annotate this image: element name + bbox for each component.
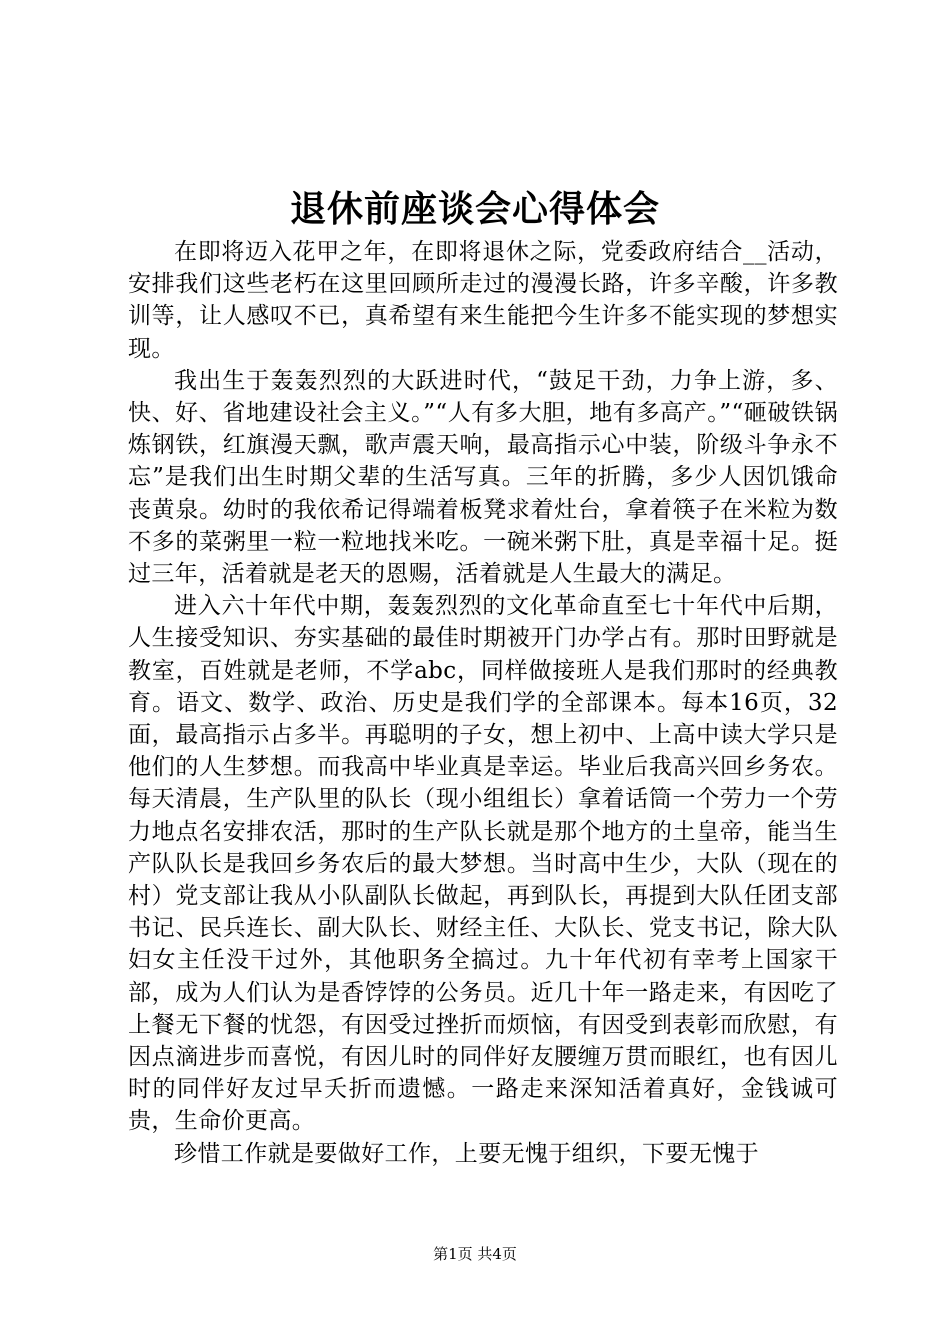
- paragraph-2: 我出生于轰轰烈烈的大跃进时代，“鼓足干劲，力争上游，多、快、好、省地建设社会主义。”“人有多大胆，地有多高产。”“砸破铁锅炼钢铁，红旗漫天飘，歌声震天响，最高指示心中装，阶级斗争永不忘”是我们出生时期父辈的生活写真。三年的折腾，多少人因饥饿命丧黄泉。幼时的我依希记得端着板凳求着灶台，拿着筷子在米粒为数不多的菜粥里一粒一粒地找米吃。一碗米粥下肚，真是幸福十足。挺过三年，活着就是老天的恩赐，活着就是人生最大的满足。: [128, 367, 838, 588]
- paragraph-3: 进入六十年代中期，轰轰烈烈的文化革命直至七十年代中后期，人生接受知识、夯实基础的最佳时期被开门办学占有。那时田野就是教室，百姓就是老师，不学abc，同样做接班人是我们那时的经典教育。语文、数学、政治、历史是我们学的全部课本。每本16页，32面，最高指示占多半。再聪明的子女，想上初中、上高中读大学只是他们的人生梦想。而我高中毕业真是幸运。毕业后我高兴回乡务农。每天清晨，生产队里的队长（现小组组长）拿着话筒一个劳力一个劳力地点名安排农活，那时的生产队长就是那个地方的土皇帝，能当生产队队长是我回乡务农后的最大梦想。当时高中生少，大队（现在的村）党支部让我从小队副队长做起，再到队长，再提到大队任团支部书记、民兵连长、副大队长、财经主任、大队长、党支书记，除大队妇女主任没干过外，其他职务全搞过。九十年代初有幸考上国家干部，成为人们认为是香饽饽的公务员。近几十年一路走来，有因吃了上餐无下餐的忧怨，有因受过挫折而烦恼，有因受到表彰而欣慰，有因点滴进步而喜悦，有因儿时的同伴好友腰缠万贯而眼红，也有因儿时的同伴好友过早夭折而遗憾。一路走来深知活着真好，金钱诚可贵，生命价更高。: [128, 593, 838, 1135]
- paragraph-1: 在即将迈入花甲之年，在即将退休之际，党委政府结合__活动，安排我们这些老朽在这里回顾所走过的漫漫长路，许多辛酸，许多教训等，让人感叹不已，真希望有来生能把今生许多不能实现的梦想实现。: [128, 239, 838, 362]
- paragraph-4: 珍惜工作就是要做好工作，上要无愧于组织，下要无愧于: [174, 1140, 759, 1167]
- page-number-footer: 第1页 共4页: [433, 1245, 517, 1263]
- document-title: 退休前座谈会心得体会: [289, 188, 660, 230]
- document-body: [128, 236, 838, 1170]
